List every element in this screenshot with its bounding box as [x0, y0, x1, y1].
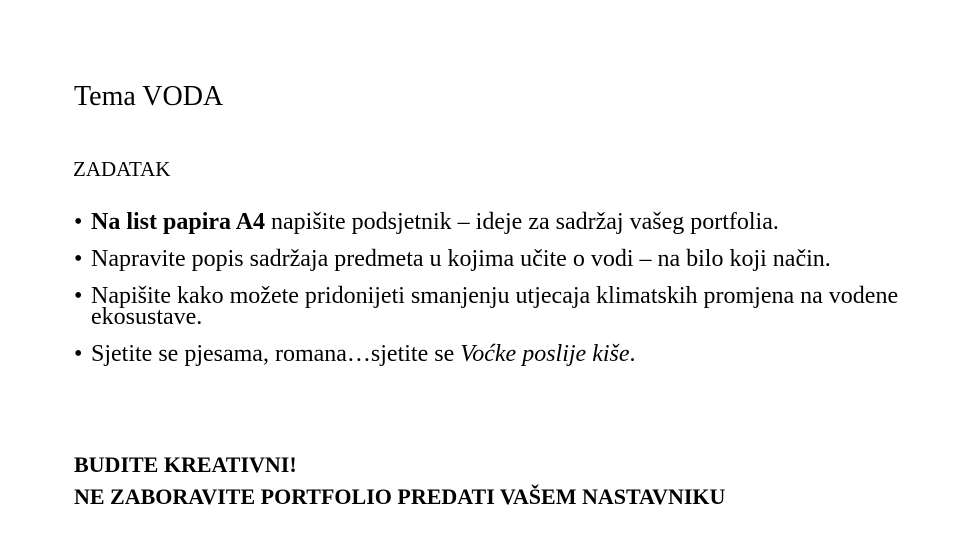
- list-item-text: Sjetite se pjesama, romana…sjetite se: [91, 341, 461, 367]
- bullet-icon: •: [74, 283, 83, 309]
- closing-line-1: BUDITE KREATIVNI!: [74, 452, 297, 477]
- list-item: [74, 341, 934, 367]
- closing-line-2: NE ZABORAVITE PORTFOLIO PREDATI VAŠEM NASTAVNIKU: [74, 484, 726, 509]
- list-item-text: Napišite kako možete pridonijeti smanjenju utjecaja klimatskih promjena na vodene ekosustave.: [91, 283, 899, 330]
- list-item-text: napišite podsjetnik – ideje za sadržaj vašeg portfolia.: [265, 209, 779, 235]
- bold-text: Na list papira A4: [91, 209, 266, 235]
- bullet-icon: •: [74, 341, 83, 367]
- task-list: [74, 209, 934, 381]
- bullet-icon: •: [74, 246, 83, 272]
- closing-block: [74, 449, 725, 513]
- slide-title: Tema VODA: [74, 81, 224, 112]
- list-item: [74, 209, 934, 235]
- list-item: [74, 246, 934, 272]
- list-item: [74, 283, 934, 330]
- bullet-icon: •: [74, 209, 83, 235]
- italic-text: Voćke poslije kiše: [460, 341, 630, 367]
- task-heading: ZADATAK: [73, 157, 171, 181]
- list-item-end: .: [629, 341, 636, 367]
- list-item-text: Napravite popis sadržaja predmeta u kojima učite o vodi – na bilo koji način.: [91, 246, 831, 272]
